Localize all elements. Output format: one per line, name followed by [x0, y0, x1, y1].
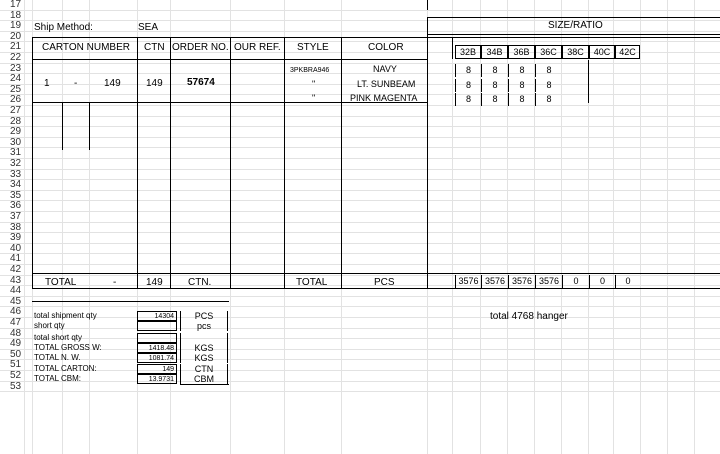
col-line-1	[62, 102, 63, 150]
gridline-h	[0, 381, 720, 382]
header-order-no[interactable]: ORDER NO.	[172, 42, 229, 53]
row-number[interactable]: 25	[10, 84, 22, 95]
row-number[interactable]: 26	[10, 94, 22, 105]
col-line-6	[284, 37, 285, 289]
size-header-36c[interactable]: 36C	[535, 45, 562, 59]
summary-label[interactable]: total short qty	[34, 333, 83, 342]
line-3-color[interactable]: PINK MAGENTA	[350, 93, 418, 103]
gridline-h	[0, 73, 720, 74]
row-number[interactable]: 44	[10, 285, 22, 296]
table-border-left	[32, 37, 33, 289]
summary-label[interactable]: TOTAL CARTON:	[34, 364, 97, 373]
gridline-h	[0, 359, 720, 360]
row-number[interactable]: 31	[10, 147, 22, 158]
gridline-h	[0, 328, 720, 329]
size-header-34b[interactable]: 34B	[481, 45, 508, 59]
gridline-h	[0, 10, 720, 11]
col-line-3	[137, 37, 138, 289]
size-header-32b[interactable]: 32B	[455, 45, 481, 59]
total-ctn-value[interactable]: 149	[146, 277, 163, 288]
size-header-40c[interactable]: 40C	[589, 45, 615, 59]
total-border-bottom	[32, 288, 720, 289]
header-our-ref[interactable]: OUR REF.	[234, 42, 281, 53]
gridline-h	[0, 211, 720, 212]
carton-dash[interactable]: -	[74, 78, 78, 89]
size-total-cell[interactable]: 3576	[535, 275, 562, 288]
summary-value[interactable]: 1418.48	[137, 343, 177, 353]
row-number[interactable]: 45	[10, 296, 22, 307]
gridline-h	[0, 306, 720, 307]
carton-from[interactable]: 1	[44, 78, 50, 89]
ratio-cell[interactable]: 8	[535, 93, 562, 106]
summary-value[interactable]: 1081.74	[137, 353, 177, 363]
gridline-h	[0, 147, 720, 148]
size-total-cell[interactable]: 0	[615, 275, 640, 288]
summary-value[interactable]	[137, 321, 177, 331]
gridline-h	[0, 264, 720, 265]
row-number[interactable]: 29	[10, 126, 22, 137]
ratio-cell[interactable]: 8	[455, 79, 481, 92]
size-header-38c[interactable]: 38C	[562, 45, 589, 59]
summary-value[interactable]: 14304	[137, 311, 177, 321]
size-total-cell[interactable]: 3576	[455, 275, 481, 288]
gridline-h	[0, 158, 720, 159]
row-number[interactable]: 42	[10, 264, 22, 275]
ratio-cell[interactable]: 8	[455, 93, 481, 106]
row-number[interactable]: 18	[10, 10, 22, 21]
size-border-top	[427, 0, 428, 10]
col-line-8	[427, 17, 428, 289]
col-line-7	[341, 37, 342, 289]
gridline-h	[0, 169, 720, 170]
summary-unit[interactable]: CTN	[180, 364, 228, 374]
summary-label[interactable]: short qty	[34, 321, 65, 330]
total-pcs-label[interactable]: PCS	[374, 277, 395, 288]
row-number[interactable]: 46	[10, 306, 22, 317]
col-line-9	[452, 37, 453, 59]
header-carton-number[interactable]: CARTON NUMBER	[42, 42, 130, 53]
row-number[interactable]: 43	[10, 275, 22, 286]
ratio-cell[interactable]: 8	[508, 64, 535, 77]
row-number[interactable]: 53	[10, 381, 22, 392]
summary-label[interactable]: total shipment qty	[34, 311, 97, 320]
summary-unit[interactable]: CBM	[180, 374, 228, 384]
row-number[interactable]: 20	[10, 31, 22, 42]
gridline-v	[89, 0, 90, 454]
summary-label[interactable]: TOTAL N. W.	[34, 353, 81, 362]
row-number[interactable]: 22	[10, 52, 22, 63]
col-line-5	[230, 37, 231, 289]
row-number[interactable]: 47	[10, 317, 22, 328]
total-label[interactable]: TOTAL	[45, 277, 77, 288]
summary-unit[interactable]: KGS	[180, 353, 228, 363]
row-number[interactable]: 21	[10, 41, 22, 52]
row-number[interactable]: 37	[10, 211, 22, 222]
size-total-cell[interactable]: 3576	[481, 275, 508, 288]
row-number[interactable]: 49	[10, 338, 22, 349]
total-dash[interactable]: -	[113, 277, 117, 288]
gridline-h	[0, 253, 720, 254]
ship-method-value[interactable]: SEA	[138, 22, 159, 33]
gridline-h	[0, 370, 720, 371]
gridline-v	[613, 0, 614, 454]
header-color[interactable]: COLOR	[368, 42, 404, 53]
size-ratio-title: SIZE/RATIO	[548, 20, 603, 31]
row-number[interactable]: 28	[10, 116, 22, 127]
ratio-cell[interactable]: 8	[481, 93, 508, 106]
gridline-v	[452, 0, 453, 454]
line-2-color[interactable]: LT. SUNBEAM	[357, 79, 416, 89]
gridline-h	[0, 190, 720, 191]
gridline-h	[0, 105, 720, 106]
size-total-cell[interactable]: 0	[589, 275, 615, 288]
gridline-v	[667, 0, 668, 454]
line-1-style[interactable]: 3PKBRA946	[290, 67, 330, 74]
total-border-top	[32, 273, 720, 274]
summary-value[interactable]: 149	[137, 364, 177, 374]
ratio-cell[interactable]: 8	[508, 79, 535, 92]
row-number[interactable]: 52	[10, 370, 22, 381]
summary-unit[interactable]: PCS	[180, 311, 228, 321]
ratio-cell[interactable]: 8	[508, 93, 535, 106]
row-number[interactable]: 39	[10, 232, 22, 243]
gridline-h	[0, 137, 720, 138]
ratio-cell[interactable]: 8	[535, 64, 562, 77]
row-number[interactable]: 35	[10, 190, 22, 201]
total-ctn-unit[interactable]: CTN.	[188, 277, 212, 288]
entry-order-no[interactable]: 57674	[187, 77, 215, 88]
ratio-cell[interactable]: 8	[535, 79, 562, 92]
row-number[interactable]: 27	[10, 105, 22, 116]
row-number[interactable]: 17	[10, 0, 22, 10]
gridline-v	[24, 0, 25, 454]
row-number[interactable]: 36	[10, 200, 22, 211]
row-number[interactable]: 38	[10, 222, 22, 233]
total-label-2[interactable]: TOTAL	[296, 277, 328, 288]
size-header-36b[interactable]: 36B	[508, 45, 535, 59]
row-number[interactable]: 24	[10, 73, 22, 84]
row-number[interactable]: 48	[10, 328, 22, 339]
table-border-top	[32, 37, 720, 38]
row-number[interactable]: 33	[10, 169, 22, 180]
gridline-v	[62, 0, 63, 454]
col-line-2	[89, 102, 90, 150]
row-number[interactable]: 41	[10, 253, 22, 264]
gridline-h	[0, 349, 720, 350]
summary-value[interactable]: 13.9731	[137, 374, 177, 384]
size-total-cell[interactable]: 0	[562, 275, 589, 288]
gridline-h	[0, 63, 720, 64]
summary-unit[interactable]: pcs	[180, 321, 228, 331]
gridline-h	[0, 391, 720, 392]
ship-method-label[interactable]: Ship Method:	[34, 22, 93, 33]
header-ctn[interactable]: CTN	[144, 42, 165, 53]
gridline-v	[640, 0, 641, 454]
summary-value[interactable]	[137, 333, 177, 343]
row-number[interactable]: 30	[10, 137, 22, 148]
row-number[interactable]: 34	[10, 179, 22, 190]
summary-unit[interactable]	[180, 333, 228, 343]
gridline-h	[0, 116, 720, 117]
gridline-h	[0, 243, 720, 244]
row-number[interactable]: 19	[10, 20, 22, 31]
ratio-border-right	[588, 60, 589, 103]
summary-bottom-border	[180, 384, 229, 385]
carton-to[interactable]: 149	[104, 78, 121, 89]
header-style[interactable]: STYLE	[297, 42, 329, 53]
gridline-h	[0, 126, 720, 127]
gridline-h	[0, 296, 720, 297]
row-number[interactable]: 23	[10, 63, 22, 74]
row-number[interactable]: 50	[10, 349, 22, 360]
gridline-h	[0, 179, 720, 180]
gridline-h	[0, 200, 720, 201]
row-number[interactable]: 40	[10, 243, 22, 254]
ratio-cell[interactable]: 8	[481, 79, 508, 92]
summary-label[interactable]: TOTAL GROSS W:	[34, 343, 102, 352]
size-header-42c[interactable]: 42C	[615, 45, 640, 59]
gridline-h	[0, 317, 720, 318]
size-total-cell[interactable]: 3576	[508, 275, 535, 288]
row-number[interactable]: 51	[10, 359, 22, 370]
hanger-note[interactable]: total 4768 hanger	[490, 311, 568, 322]
gridline-h	[0, 232, 720, 233]
gridline-h	[0, 338, 720, 339]
line-3-style[interactable]: "	[312, 93, 316, 103]
ratio-cell[interactable]: 8	[481, 64, 508, 77]
ratio-cell[interactable]: 8	[455, 64, 481, 77]
summary-top-border	[32, 301, 229, 302]
summary-unit[interactable]: KGS	[180, 343, 228, 353]
line-2-style[interactable]: "	[312, 79, 316, 89]
gridline-v	[694, 0, 695, 454]
col-line-4	[170, 37, 171, 289]
summary-label[interactable]: TOTAL CBM:	[34, 374, 81, 383]
line-1-color[interactable]: NAVY	[373, 64, 397, 74]
row-number[interactable]: 32	[10, 158, 22, 169]
entry-ctn[interactable]: 149	[146, 78, 163, 89]
gridline-h	[0, 222, 720, 223]
